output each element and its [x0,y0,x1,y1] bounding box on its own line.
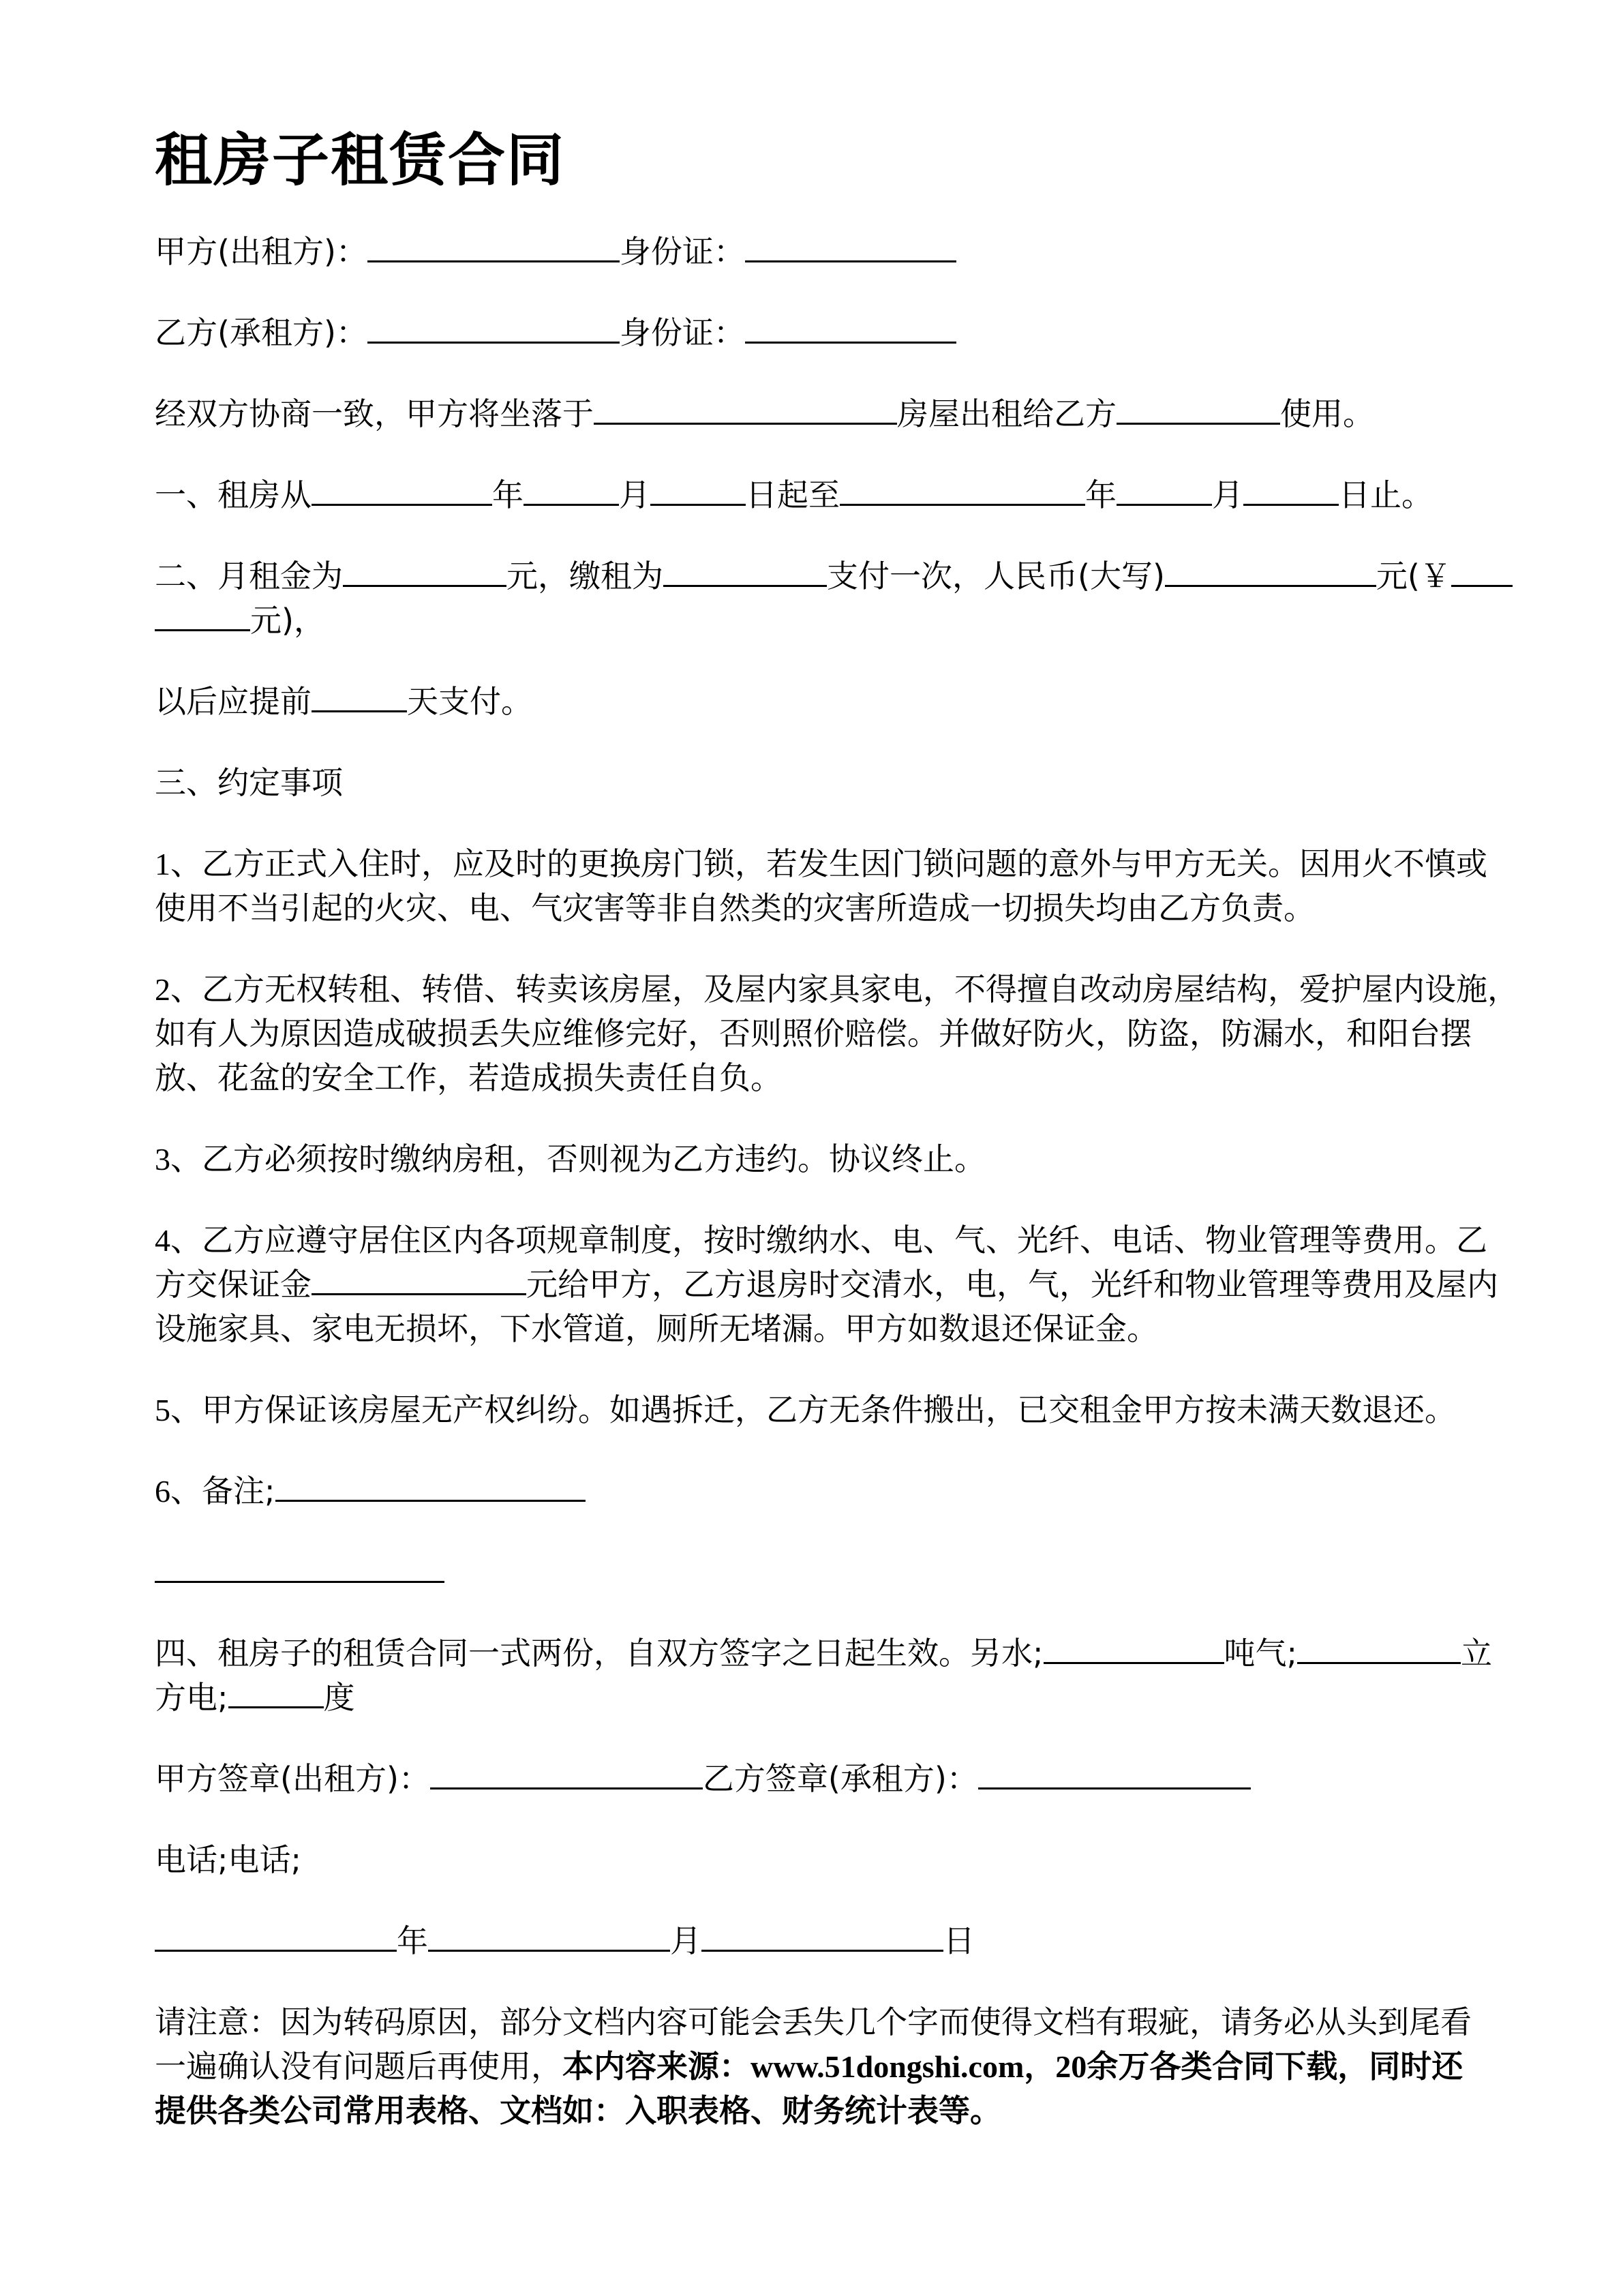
section-3-heading: 三、约定事项 [155,764,343,801]
remarks-line-2 [155,1549,444,1595]
remarks-blank[interactable] [275,1468,586,1502]
rent-capital-blank[interactable] [1165,554,1376,587]
prepay-days-blank[interactable] [312,679,407,712]
signature-line: 甲方签章(出租方)： 乙方签章(承租方)： [155,1755,1251,1802]
water-reading-blank[interactable] [1044,1631,1224,1664]
date-line: 年 月 日 [155,1918,975,1964]
item-4-line-2: 方交保证金 元给甲方，乙方退房时交清水，电，气，光纤和物业管理等费用及屋内 [155,1261,1498,1308]
item-2-line-1: 2、乙方无权转租、转借、转卖该房屋，及屋内家具家电，不得擅自改动房屋结构，爱护屋内设施， [155,971,1519,1008]
party-a-line: 甲方(出租方)： 身份证： [155,228,956,275]
notice-line-2: 一遍确认没有问题后再使用，本内容来源：www.51dongshi.com，20余万各类合同下载，同时还 [155,2048,1463,2085]
party-a-name-blank[interactable] [367,229,620,262]
item-4-line-1: 4、乙方应遵守居住区内各项规章制度，按时缴纳水、电、气、光纤、电话、物业管理等费用。乙 [155,1222,1487,1258]
rent-line: 二、月租金为 元，缴租为 支付一次，人民币(大写) 元(￥ [155,553,1513,599]
date-year-blank[interactable] [155,1918,397,1952]
end-day-blank[interactable] [1243,472,1339,506]
payment-period-blank[interactable] [663,554,827,587]
rent-amount-blank-cont[interactable] [155,598,250,631]
item-2-line-3: 放、花盆的安全工作，若造成损失责任自负。 [155,1059,782,1096]
item-5-line-1: 5、甲方保证该房屋无产权纠纷。如遇拆迁，乙方无条件搬出，已交租金甲方按未满天数退还。 [155,1391,1456,1428]
rent-amount-blank[interactable] [1451,554,1513,587]
start-day-blank[interactable] [650,472,746,506]
party-b-signature-blank[interactable] [978,1756,1251,1789]
start-month-blank[interactable] [524,472,619,506]
section-4-line-2: 方电; 度 [155,1674,355,1721]
end-month-blank[interactable] [1117,472,1212,506]
item-4-line-3: 设施家具、家电无损坏，下水管道，厕所无堵漏。甲方如数退还保证金。 [155,1310,1158,1347]
date-month-blank[interactable] [428,1918,670,1952]
start-year-blank[interactable] [312,472,492,506]
party-b-line: 乙方(承租方)： 身份证： [155,309,956,356]
monthly-rent-blank[interactable] [343,554,506,587]
item-6-line: 6、备注; [155,1468,586,1515]
party-a-id-blank[interactable] [745,229,956,262]
intro-line: 经双方协商一致，甲方将坐落于 房屋出租给乙方 使用。 [155,391,1374,437]
item-1-line-2: 使用不当引起的火灾、电、气灾害等非自然类的灾害所造成一切损失均由乙方负责。 [155,890,1315,926]
deposit-blank[interactable] [312,1262,526,1295]
phone-line: 电话;电话; [155,1841,301,1878]
usage-blank[interactable] [1117,391,1280,425]
notice-line-1: 请注意：因为转码原因，部分文档内容可能会丢失几个字而使得文档有瑕疵，请务必从头到尾看 [155,2004,1472,2040]
document-title: 租房子租赁合同 [155,127,566,194]
date-day-blank[interactable] [701,1918,943,1952]
notice-line-3: 提供各类公司常用表格、文档如：入职表格、财务统计表等。 [155,2092,1001,2129]
term-line: 一、租房从 年 月 日起至 年 月 日止。 [155,472,1433,518]
section-4-line-1: 四、租房子的租赁合同一式两份，自双方签字之日起生效。另水; 吨气; 立 [155,1630,1492,1676]
party-b-id-blank[interactable] [745,310,956,344]
electricity-reading-blank[interactable] [228,1675,324,1708]
end-year-blank[interactable] [840,472,1085,506]
item-3-line-1: 3、乙方必须按时缴纳房租，否则视为乙方违约。协议终止。 [155,1141,986,1177]
gas-reading-blank[interactable] [1297,1631,1461,1664]
prepay-line: 以后应提前 天支付。 [155,678,532,725]
item-2-line-2: 如有人为原因造成破损丢失应维修完好，否则照价赔偿。并做好防火，防盗，防漏水，和阳台摆 [155,1015,1472,1052]
source-link[interactable]: www.51dongshi.com [750,2049,1025,2084]
party-b-name-blank[interactable] [367,310,620,344]
rent-line-cont: 元)， [155,597,325,644]
remarks-blank-2[interactable] [155,1550,444,1583]
property-location-blank[interactable] [594,391,897,425]
party-a-signature-blank[interactable] [430,1756,703,1789]
item-1-line-1: 1、乙方正式入住时，应及时的更换房门锁，若发生因门锁问题的意外与甲方无关。因用火不慎或 [155,845,1487,882]
